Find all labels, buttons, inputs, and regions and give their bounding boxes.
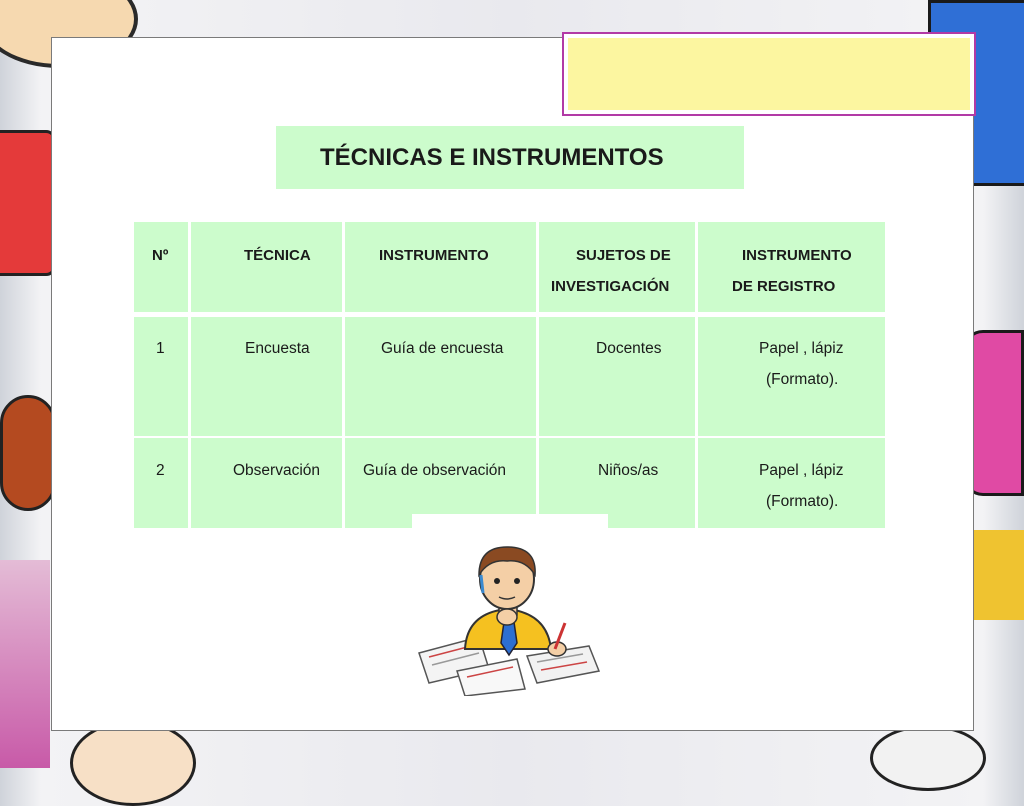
background-cartoon-right-yellow (969, 530, 1024, 620)
header-instrumento: INSTRUMENTO (379, 247, 489, 264)
header-cell-num (134, 222, 188, 312)
row-cell-registro (698, 438, 885, 528)
header-tecnica: TÉCNICA (244, 247, 311, 264)
row-sujetos: Docentes (596, 340, 662, 357)
header-num: Nº (152, 247, 169, 264)
header-sujetos-line1: SUJETOS DE (576, 247, 671, 264)
row-cell-tecnica (191, 438, 342, 528)
yellow-note-box (562, 32, 976, 116)
row-cell-registro (698, 317, 885, 436)
row-cell-tecnica (191, 317, 342, 436)
background-cartoon-hair (0, 395, 56, 511)
table-header-row (134, 222, 885, 312)
row-registro-line2: (Formato). (766, 371, 839, 388)
row-registro-line1: Papel , lápiz (759, 340, 844, 357)
header-cell-instrumento (345, 222, 536, 312)
row-num: 1 (156, 340, 165, 357)
row-instrumento: Guía de observación (363, 462, 507, 479)
row-registro-line2: (Formato). (766, 493, 839, 510)
row-num: 2 (156, 462, 165, 479)
row-tecnica: Observación (233, 462, 321, 479)
row-cell-sujetos (539, 317, 695, 436)
row-tecnica: Encuesta (245, 340, 310, 357)
row-cell-num (134, 317, 188, 436)
person-thinking-with-papers-icon (417, 531, 602, 696)
title-box (276, 126, 744, 189)
background-cartoon-bottom-right (870, 725, 986, 791)
row-instrumento: Guía de encuesta (381, 340, 504, 357)
row-registro-line1: Papel , lápiz (759, 462, 844, 479)
header-cell-sujetos (539, 222, 695, 312)
header-registro-line1: INSTRUMENTO (742, 247, 852, 264)
header-sujetos-line2: INVESTIGACIÓN (551, 278, 670, 295)
row-sujetos: Niños/as (598, 462, 659, 479)
row-cell-num (134, 438, 188, 528)
background-cartoon-shirt (0, 130, 56, 276)
table-row (134, 317, 885, 436)
header-registro-line2: DE REGISTRO (732, 278, 836, 295)
slide-title: TÉCNICAS E INSTRUMENTOS (320, 144, 664, 171)
header-cell-tecnica (191, 222, 342, 312)
header-cell-registro (698, 222, 885, 312)
techniques-table (134, 222, 885, 528)
background-cartoon-bottom-face (70, 720, 196, 806)
slide-panel (51, 37, 974, 731)
row-cell-instrumento (345, 317, 536, 436)
background-cartoon-left-strip (0, 560, 50, 768)
